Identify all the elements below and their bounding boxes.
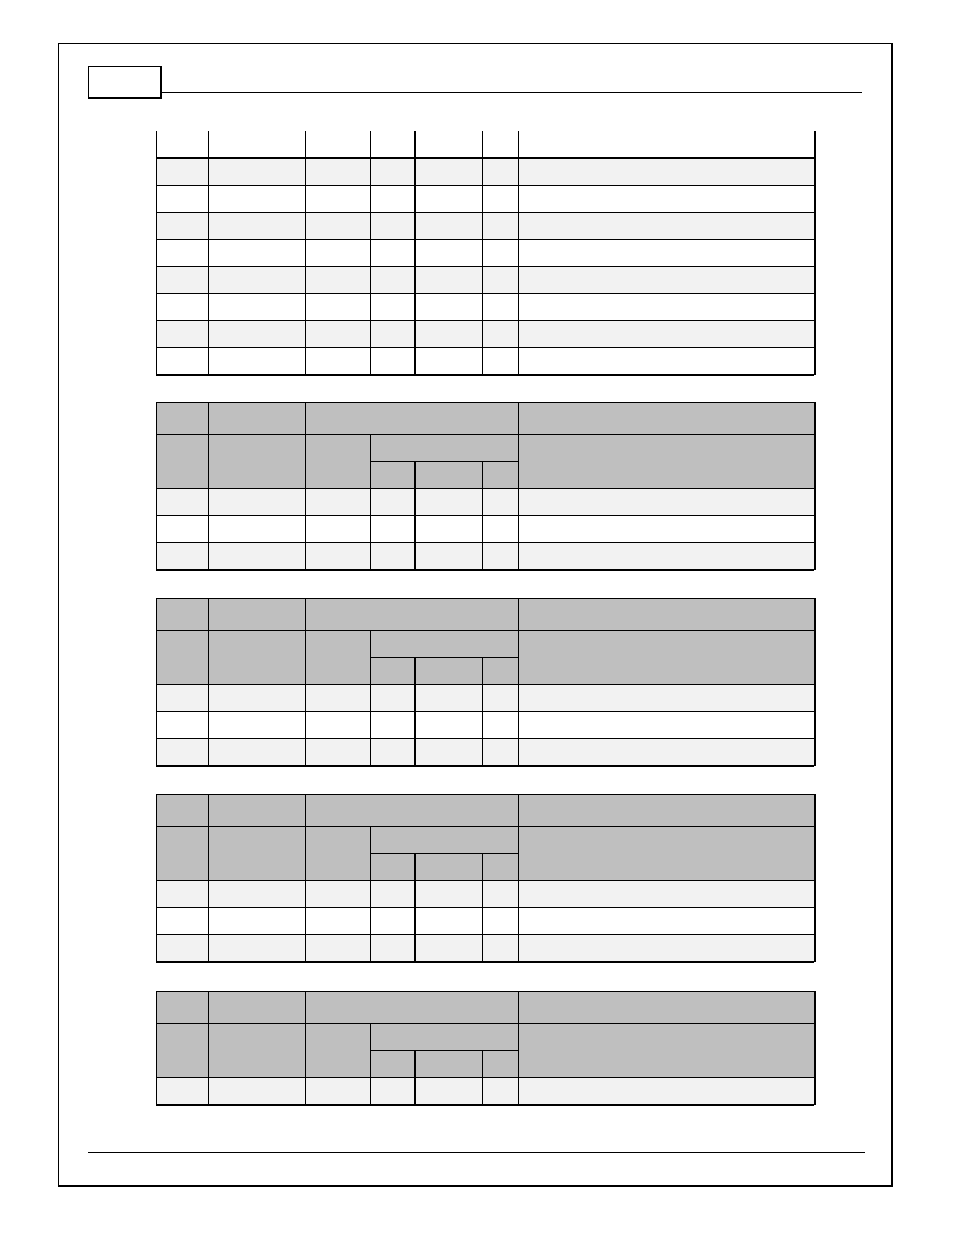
table-cell [482, 240, 518, 267]
table-cell [518, 240, 814, 267]
table-cell [415, 213, 482, 240]
column-divider [414, 1051, 416, 1078]
table-cell [415, 267, 482, 294]
column-header [370, 854, 415, 881]
column-divider [208, 991, 209, 1078]
table-cell [518, 1078, 814, 1105]
column-divider [305, 159, 306, 375]
table-cell [305, 294, 370, 321]
table-cell [370, 240, 415, 267]
row-divider [156, 598, 814, 599]
row-divider [370, 1050, 518, 1051]
table-cell [482, 543, 518, 570]
table-cell [370, 294, 415, 321]
table-cell [415, 321, 482, 348]
row-divider [156, 374, 814, 376]
table-title-cell [518, 402, 814, 435]
column-divider [370, 159, 371, 375]
table-cell [518, 685, 814, 712]
table-title-cell [208, 598, 518, 631]
table-cell [305, 240, 370, 267]
column-header [305, 631, 370, 685]
table-cell [518, 489, 814, 516]
column-header [370, 462, 415, 489]
table-cell [482, 685, 518, 712]
column-divider [482, 489, 483, 570]
table-cell [518, 294, 814, 321]
column-divider [305, 598, 306, 685]
table-cell [518, 213, 814, 240]
column-divider [208, 685, 209, 766]
table-cell [156, 712, 208, 739]
table-cell [305, 348, 370, 375]
column-divider [208, 598, 209, 685]
table-cell [415, 881, 482, 908]
table-cell [305, 908, 370, 935]
column-header [208, 631, 305, 685]
table-cell [415, 186, 482, 213]
table-cell [208, 489, 305, 516]
column-header [208, 1024, 305, 1078]
table-cell [370, 881, 415, 908]
table-cell [156, 739, 208, 766]
column-divider [482, 854, 483, 881]
footer-rule [88, 1152, 865, 1153]
column-header [518, 435, 814, 489]
table-cell [518, 739, 814, 766]
column-divider [414, 489, 416, 570]
column-divider [814, 402, 816, 489]
table-cell [482, 881, 518, 908]
column-divider [156, 489, 157, 570]
column-divider [482, 685, 483, 766]
table-cell [482, 294, 518, 321]
table-cell [156, 348, 208, 375]
table-cell [415, 240, 482, 267]
table-cell [305, 131, 370, 158]
column-divider [305, 991, 306, 1078]
table-cell [305, 159, 370, 186]
table-cell [305, 685, 370, 712]
table-cell [482, 186, 518, 213]
column-divider [156, 159, 157, 375]
column-divider [414, 685, 416, 766]
row-divider [156, 765, 814, 767]
table-cell [370, 267, 415, 294]
column-header [305, 827, 370, 881]
table-cell [370, 321, 415, 348]
table-title-cell [518, 794, 814, 827]
column-divider [370, 685, 371, 766]
table-cell [370, 348, 415, 375]
column-divider [156, 881, 157, 962]
column-header [482, 854, 518, 881]
column-divider [305, 131, 306, 158]
table-cell [208, 1078, 305, 1105]
column-divider [518, 131, 519, 158]
column-divider [518, 159, 519, 375]
table-cell [482, 1078, 518, 1105]
table-cell [305, 516, 370, 543]
table-cell [156, 159, 208, 186]
page-number-box [88, 66, 162, 99]
column-divider [414, 854, 416, 881]
table-cell [208, 712, 305, 739]
column-divider [814, 991, 816, 1078]
column-divider [482, 658, 483, 685]
column-divider [305, 685, 306, 766]
column-header [370, 1024, 518, 1051]
table-cell [482, 348, 518, 375]
table-cell [156, 321, 208, 348]
table-cell [518, 321, 814, 348]
table-cell [415, 159, 482, 186]
table-cell [482, 489, 518, 516]
table-cell [482, 935, 518, 962]
column-divider [518, 991, 519, 1078]
column-header [518, 631, 814, 685]
table-cell [518, 131, 814, 158]
table-title-cell [208, 794, 518, 827]
column-divider [482, 1051, 483, 1078]
table-cell [208, 348, 305, 375]
table-cell [415, 294, 482, 321]
table-cell [370, 908, 415, 935]
column-header [415, 462, 482, 489]
row-divider [156, 569, 814, 571]
table-cell [156, 213, 208, 240]
table-cell [305, 712, 370, 739]
table-title-cell [156, 794, 208, 827]
column-divider [370, 489, 371, 570]
column-divider [814, 685, 816, 766]
table-cell [370, 516, 415, 543]
table-title-cell [208, 402, 518, 435]
column-divider [208, 1078, 209, 1105]
table-cell [415, 543, 482, 570]
table-cell [518, 267, 814, 294]
table-cell [156, 489, 208, 516]
table-cell [518, 908, 814, 935]
column-divider [414, 658, 416, 685]
table-cell [518, 881, 814, 908]
row-divider [370, 461, 518, 462]
table-title-cell [156, 402, 208, 435]
column-divider [518, 402, 519, 489]
table-cell [518, 543, 814, 570]
table-cell [415, 935, 482, 962]
table-cell [415, 712, 482, 739]
table-cell [156, 240, 208, 267]
table-cell [482, 712, 518, 739]
table-cell [415, 516, 482, 543]
table-cell [482, 516, 518, 543]
column-header [482, 1051, 518, 1078]
table-cell [305, 489, 370, 516]
table-cell [518, 159, 814, 186]
row-divider [156, 1104, 814, 1106]
table-title-cell [156, 991, 208, 1024]
row-divider [156, 794, 814, 795]
table-cell [370, 685, 415, 712]
column-header [518, 827, 814, 881]
table-cell [370, 1078, 415, 1105]
table-title-cell [518, 991, 814, 1024]
table-cell [482, 267, 518, 294]
column-divider [156, 991, 157, 1078]
column-divider [482, 131, 483, 158]
table-cell [370, 739, 415, 766]
table-cell [208, 240, 305, 267]
table-cell [305, 186, 370, 213]
table-cell [305, 935, 370, 962]
column-divider [814, 1078, 816, 1105]
row-divider [370, 657, 518, 658]
column-divider [814, 881, 816, 962]
column-divider [208, 489, 209, 570]
row-divider [156, 402, 814, 403]
column-divider [518, 489, 519, 570]
column-header [156, 435, 208, 489]
table-cell [156, 131, 208, 158]
column-divider [305, 489, 306, 570]
column-header [415, 1051, 482, 1078]
table-cell [305, 267, 370, 294]
column-divider [814, 489, 816, 570]
table-title-cell [208, 991, 518, 1024]
table-cell [208, 908, 305, 935]
column-divider [208, 794, 209, 881]
column-header [370, 631, 518, 658]
table-cell [482, 739, 518, 766]
column-divider [482, 462, 483, 489]
table-cell [415, 908, 482, 935]
table-cell [208, 159, 305, 186]
table-cell [305, 1078, 370, 1105]
row-divider [156, 961, 814, 963]
table-cell [208, 685, 305, 712]
table-cell [156, 908, 208, 935]
table-cell [415, 685, 482, 712]
table-cell [415, 489, 482, 516]
table-cell [482, 908, 518, 935]
column-header [370, 435, 518, 462]
column-divider [156, 1078, 157, 1105]
column-divider [518, 881, 519, 962]
column-divider [370, 435, 371, 489]
column-header [415, 854, 482, 881]
column-divider [414, 159, 416, 375]
column-divider [208, 159, 209, 375]
column-divider [518, 794, 519, 881]
table-cell [482, 159, 518, 186]
column-divider [370, 131, 371, 158]
column-header [370, 1051, 415, 1078]
table-cell [370, 489, 415, 516]
column-divider [814, 794, 816, 881]
table-cell [415, 348, 482, 375]
row-divider [370, 853, 518, 854]
column-divider [305, 881, 306, 962]
table-cell [208, 267, 305, 294]
column-divider [305, 1078, 306, 1105]
column-header [156, 631, 208, 685]
table-cell [208, 131, 305, 158]
table-cell [518, 186, 814, 213]
column-header [208, 435, 305, 489]
table-cell [415, 1078, 482, 1105]
column-divider [482, 159, 483, 375]
column-divider [518, 598, 519, 685]
table-cell [305, 739, 370, 766]
table-cell [370, 935, 415, 962]
table-cell [370, 186, 415, 213]
table-cell [415, 131, 482, 158]
table-cell [208, 294, 305, 321]
table-cell [208, 321, 305, 348]
table-cell [518, 348, 814, 375]
column-header [156, 827, 208, 881]
column-header [305, 1024, 370, 1078]
column-divider [414, 131, 416, 158]
column-divider [518, 1078, 519, 1105]
column-divider [156, 685, 157, 766]
table-cell [518, 935, 814, 962]
row-divider [156, 991, 814, 992]
column-divider [414, 462, 416, 489]
table-cell [482, 213, 518, 240]
table-title-cell [156, 598, 208, 631]
table-title-cell [518, 598, 814, 631]
table-cell [370, 543, 415, 570]
column-divider [370, 1078, 371, 1105]
table-cell [305, 213, 370, 240]
column-divider [414, 881, 416, 962]
column-divider [518, 685, 519, 766]
column-header [370, 658, 415, 685]
column-header [482, 658, 518, 685]
table-cell [156, 267, 208, 294]
column-divider [814, 159, 816, 375]
table-cell [370, 213, 415, 240]
column-divider [156, 131, 157, 158]
table-cell [370, 159, 415, 186]
column-divider [208, 881, 209, 962]
column-header [415, 658, 482, 685]
table-cell [156, 186, 208, 213]
header-rule [162, 92, 862, 93]
table-cell [518, 516, 814, 543]
column-divider [156, 598, 157, 685]
column-header [208, 827, 305, 881]
column-divider [156, 794, 157, 881]
table-cell [156, 935, 208, 962]
table-cell [518, 712, 814, 739]
column-header [518, 1024, 814, 1078]
table-cell [156, 543, 208, 570]
table-cell [208, 543, 305, 570]
column-header [370, 827, 518, 854]
table-cell [156, 1078, 208, 1105]
column-divider [370, 631, 371, 685]
column-divider [482, 881, 483, 962]
table-cell [305, 543, 370, 570]
column-divider [814, 598, 816, 685]
column-divider [370, 827, 371, 881]
column-header [305, 435, 370, 489]
table-cell [156, 516, 208, 543]
column-divider [305, 794, 306, 881]
column-divider [305, 402, 306, 489]
table-cell [370, 131, 415, 158]
column-header [156, 1024, 208, 1078]
table-cell [208, 935, 305, 962]
column-divider [414, 1078, 416, 1105]
column-header [482, 462, 518, 489]
column-divider [208, 131, 209, 158]
column-divider [370, 1024, 371, 1078]
table-cell [415, 739, 482, 766]
table-cell [208, 213, 305, 240]
column-divider [814, 131, 816, 158]
table-cell [208, 881, 305, 908]
table-cell [208, 516, 305, 543]
column-divider [370, 881, 371, 962]
table-cell [482, 321, 518, 348]
table-cell [156, 881, 208, 908]
table-cell [156, 294, 208, 321]
table-cell [156, 685, 208, 712]
table-cell [208, 186, 305, 213]
table-cell [305, 881, 370, 908]
column-divider [208, 402, 209, 489]
table-cell [482, 131, 518, 158]
column-divider [482, 1078, 483, 1105]
table-cell [305, 321, 370, 348]
table-cell [370, 712, 415, 739]
table-cell [208, 739, 305, 766]
column-divider [156, 402, 157, 489]
